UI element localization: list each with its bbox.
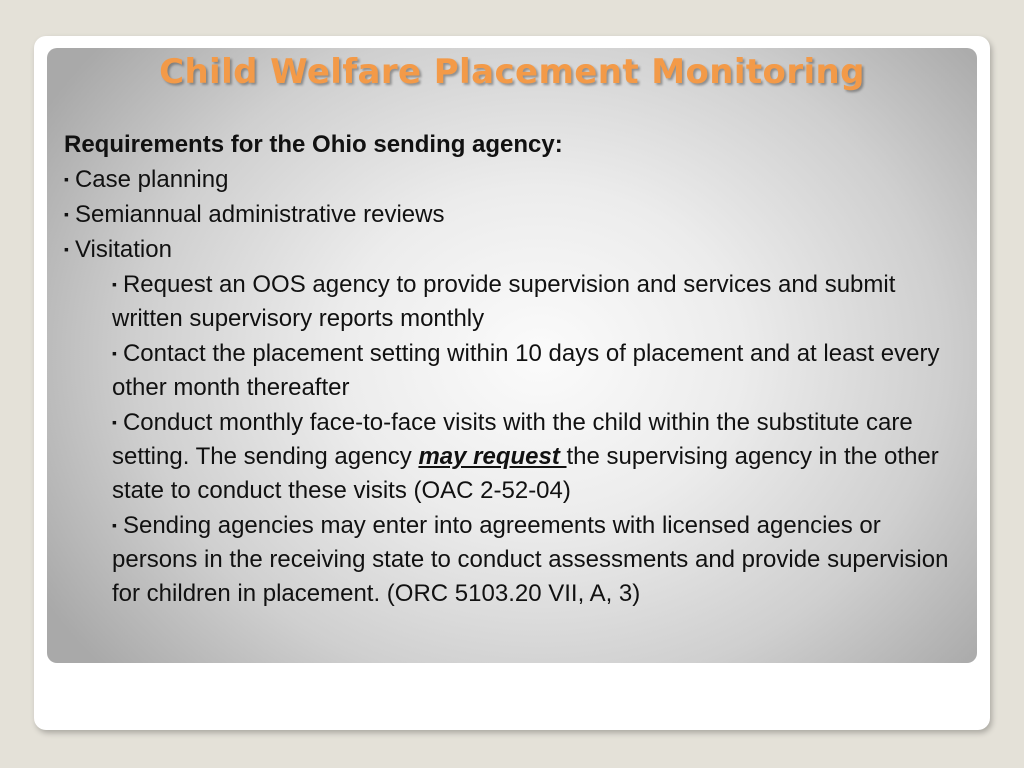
bullet-icon: ▪: [112, 517, 117, 533]
list-item-text: Case planning: [74, 166, 229, 193]
bullet-icon: ▪: [64, 241, 69, 257]
bullet-icon: ▪: [112, 276, 117, 292]
intro-heading: Requirements for the Ohio sending agency:: [64, 131, 563, 158]
sub-list-item: [112, 336, 962, 405]
slide-title: Child Welfare Placement Monitoring: [159, 52, 865, 92]
list-item-text: Visitation: [74, 236, 172, 263]
sub-item-text: Conduct monthly face-to-face visits with the child within the substitute care setting. The sending agency: [112, 409, 913, 470]
list-item: [64, 162, 964, 197]
sub-list-item: [112, 508, 962, 611]
bullet-icon: ▪: [112, 345, 117, 361]
slide-body: [64, 128, 964, 611]
sub-item-text: Contact the placement setting within 10 days of placement and at least every other month thereafter: [112, 340, 940, 401]
list-item-text: Semiannual administrative reviews: [74, 201, 445, 228]
bullet-icon: ▪: [64, 206, 69, 222]
sub-list-item: [112, 405, 962, 508]
bullet-icon: ▪: [64, 171, 69, 187]
list-item: [64, 197, 964, 232]
sub-item-text-continued: the supervising agency in the other state to conduct these visits (OAC 2-52-04): [112, 443, 939, 504]
list-item: [64, 232, 964, 267]
sub-item-text: Request an OOS agency to provide supervision and services and submit written supervisory reports monthly: [112, 271, 896, 332]
sub-list-item: [112, 267, 962, 336]
sub-item-text: Sending agencies may enter into agreements with licensed agencies or persons in the receiving state to conduct assessments and provide supervision for children in placement. (ORC 5103.20 VII, A, 3): [112, 512, 949, 607]
emphasis-may-request: may request: [418, 443, 567, 470]
bullet-icon: ▪: [112, 414, 117, 430]
